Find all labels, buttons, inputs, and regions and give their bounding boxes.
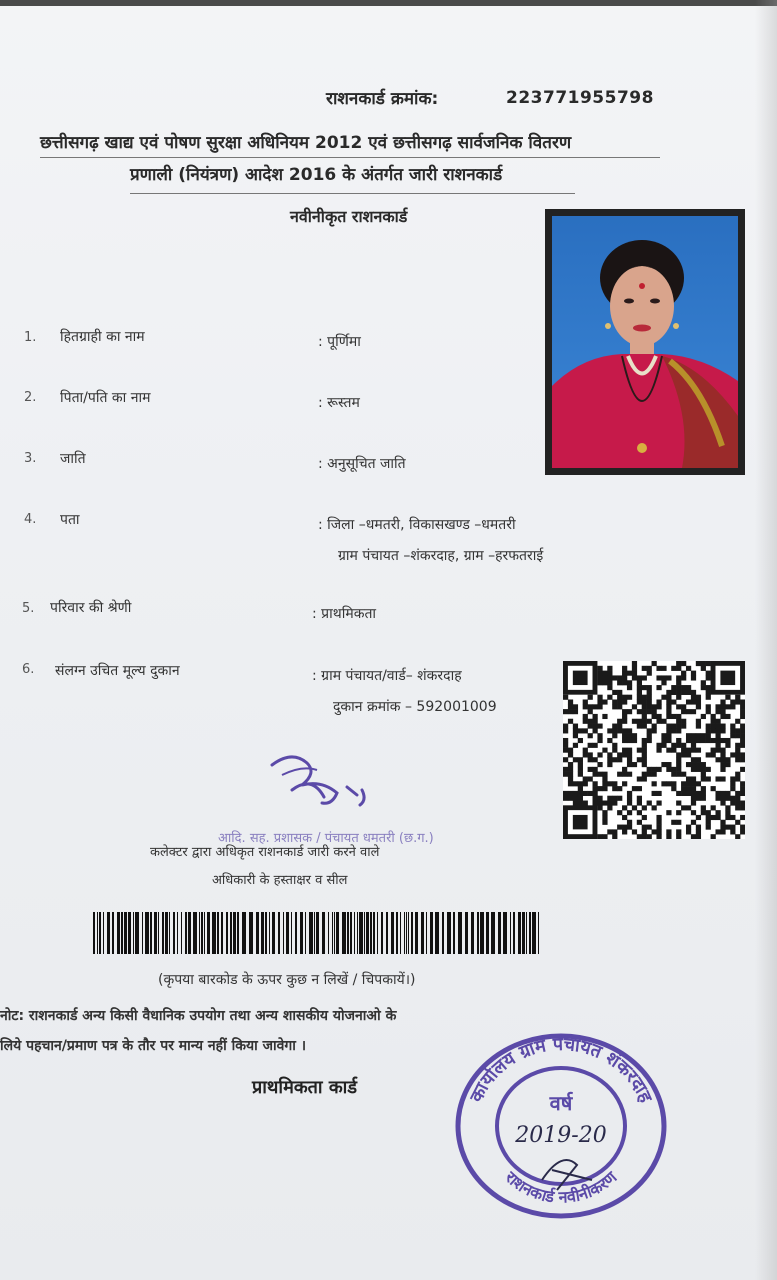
card-number: 223771955798	[506, 88, 654, 108]
field-value-beneficiary: : पूर्णिमा	[318, 334, 361, 350]
barcode-bar	[256, 912, 259, 954]
barcode-bar	[510, 912, 511, 954]
barcode-bar	[291, 912, 292, 954]
barcode-bar	[391, 912, 394, 954]
field-number-1: 1.	[24, 330, 37, 345]
barcode-bar	[230, 912, 232, 954]
barcode-bar	[226, 912, 228, 954]
barcode-bar	[526, 912, 527, 954]
barcode-bar	[305, 912, 306, 954]
barcode-bar	[212, 912, 216, 954]
field-value-caste: : अनुसूचित जाति	[318, 456, 406, 472]
field-value-address-line-1: : जिला –धमतरी, विकासखण्ड –धमतरी	[318, 517, 516, 533]
signature-caption-line-2: अधिकारी के हस्ताक्षर व सील	[212, 873, 348, 888]
barcode-bar	[359, 912, 363, 954]
qr-code-pattern	[563, 661, 745, 839]
barcode-bar	[350, 912, 352, 954]
barcode-bar	[249, 912, 253, 954]
barcode-bar	[442, 912, 444, 954]
barcode-bar	[491, 912, 495, 954]
barcode-bar	[272, 912, 275, 954]
officer-signature	[262, 745, 382, 825]
barcode-bar	[477, 912, 479, 954]
barcode-bar	[538, 912, 539, 954]
field-value-father-husband: : रूस्तम	[318, 395, 360, 411]
barcode-bar	[364, 912, 365, 954]
barcode-bar	[447, 912, 451, 954]
barcode-bar	[328, 912, 329, 954]
barcode-bar	[278, 912, 280, 954]
qr-finder-pattern	[720, 671, 735, 685]
barcode-bar	[480, 912, 484, 954]
barcode-bar	[486, 912, 489, 954]
barcode-bar	[426, 912, 427, 954]
barcode-bar	[373, 912, 375, 954]
barcode-bar	[435, 912, 439, 954]
note-line-1: नोट: राशनकार्ड अन्य किसी वैधानिक उपयोग तथा अन्य शासकीय योजनाओ के	[0, 1008, 397, 1024]
beneficiary-photo	[545, 209, 745, 475]
heading-underline-1	[40, 157, 660, 158]
card-barcode	[93, 912, 545, 954]
barcode-bar	[430, 912, 433, 954]
barcode-bar	[128, 912, 131, 954]
portrait-image	[552, 216, 738, 468]
qr-finder-pattern	[573, 671, 588, 685]
barcode-bar	[300, 912, 303, 954]
barcode-bar	[181, 912, 182, 954]
barcode-bar	[173, 912, 175, 954]
barcode-bar	[221, 912, 223, 954]
barcode-bar	[233, 912, 236, 954]
barcode-bar	[112, 912, 114, 954]
field-number-4: 4.	[24, 512, 37, 527]
barcode-bar	[135, 912, 139, 954]
barcode-bar	[503, 912, 507, 954]
barcode-bar	[366, 912, 369, 954]
barcode-bar	[261, 912, 264, 954]
signature-caption-line-1: कलेक्टर द्वारा अधिकृत राशनकार्ड जारी करने वाले	[150, 845, 380, 860]
barcode-bar	[107, 912, 110, 954]
barcode-bar	[142, 912, 143, 954]
barcode-note: (कृपया बारकोड के ऊपर कुछ न लिखें / चिपकायें।)	[158, 972, 416, 988]
barcode-bar	[177, 912, 178, 954]
barcode-bar	[93, 912, 95, 954]
barcode-bar	[169, 912, 170, 954]
barcode-bar	[145, 912, 149, 954]
barcode-bar	[347, 912, 349, 954]
field-value-family-category: : प्राथमिकता	[312, 606, 377, 622]
barcode-bar	[217, 912, 219, 954]
barcode-bar	[201, 912, 203, 954]
barcode-bar	[342, 912, 346, 954]
barcode-bar	[242, 912, 246, 954]
barcode-bar	[185, 912, 187, 954]
barcode-bar	[453, 912, 455, 954]
qr-code	[563, 661, 745, 839]
scan-top-edge	[0, 0, 777, 6]
field-label-father-husband: पिता/पति का नाम	[60, 390, 151, 406]
field-label-beneficiary: हितग्राही का नाम	[60, 329, 145, 345]
barcode-bar	[162, 912, 164, 954]
seal-top-text: कार्यालय ग्राम पंचायत शंकरदाह	[465, 1033, 657, 1106]
barcode-bar	[518, 912, 521, 954]
barcode-bar	[199, 912, 200, 954]
barcode-bar	[396, 912, 398, 954]
barcode-bar	[117, 912, 120, 954]
barcode-bar	[408, 912, 409, 954]
note-line-2: लिये पहचान/प्रमाण पत्र के तौर पर मान्य नहीं किया जावेगा ।	[0, 1038, 307, 1054]
card-type-label: प्राथमिकता कार्ड	[252, 1077, 357, 1098]
barcode-bar	[415, 912, 418, 954]
barcode-bar	[154, 912, 157, 954]
renewed-card-subheading: नवीनीकृत राशनकार्ड	[290, 207, 408, 226]
field-number-5: 5.	[22, 601, 35, 616]
barcode-bar	[103, 912, 104, 954]
barcode-bar	[334, 912, 335, 954]
heading-line-1: छत्तीसगढ़ खाद्य एवं पोषण सुरक्षा अधिनियम 2012 एवं छत्तीसगढ़ सार्वजनिक वितरण	[40, 133, 572, 153]
barcode-bar	[336, 912, 339, 954]
barcode-bar	[513, 912, 515, 954]
officer-rubber-stamp: आदि. सह. प्रशासक / पंचायत धमतरी (छ.ग.)	[218, 831, 434, 846]
seal-bottom-text: राशनकार्ड नवीनीकरण	[501, 1167, 621, 1207]
barcode-bar	[269, 912, 270, 954]
panchayat-seal	[452, 1030, 670, 1222]
barcode-bar	[124, 912, 127, 954]
heading-underline-2	[130, 193, 575, 194]
barcode-bar	[97, 912, 98, 954]
field-label-family-category: परिवार की श्रेणी	[50, 600, 132, 616]
barcode-bar	[465, 912, 468, 954]
barcode-bar	[283, 912, 284, 954]
heading-line-2: प्रणाली (नियंत्रण) आदेश 2016 के अंतर्गत जारी राशनकार्ड	[130, 165, 503, 185]
barcode-bar	[386, 912, 388, 954]
barcode-bar	[522, 912, 525, 954]
barcode-bar	[377, 912, 378, 954]
barcode-bar	[133, 912, 134, 954]
qr-finder-pattern	[573, 815, 588, 829]
seal-year-label: वर्ष	[549, 1091, 573, 1115]
barcode-bar	[188, 912, 191, 954]
barcode-bar	[99, 912, 101, 954]
barcode-bar	[322, 912, 325, 954]
barcode-bar	[471, 912, 474, 954]
field-number-3: 3.	[24, 451, 37, 466]
barcode-bar	[295, 912, 297, 954]
barcode-bar	[357, 912, 358, 954]
barcode-bar	[458, 912, 462, 954]
field-label-caste: जाति	[60, 451, 86, 467]
barcode-bar	[354, 912, 355, 954]
barcode-bar	[265, 912, 267, 954]
barcode-bar	[381, 912, 383, 954]
barcode-bar	[309, 912, 313, 954]
barcode-bar	[406, 912, 407, 954]
barcode-bar	[193, 912, 197, 954]
barcode-bar	[421, 912, 424, 954]
barcode-bar	[207, 912, 210, 954]
barcode-bar	[370, 912, 372, 954]
barcode-bar	[332, 912, 333, 954]
field-label-address: पता	[60, 512, 80, 528]
barcode-bar	[286, 912, 289, 954]
card-number-label: राशनकार्ड क्रमांक:	[326, 89, 439, 109]
scan-right-shadow	[755, 0, 777, 1280]
field-value-shop-line-2: दुकान क्रमांक – 592001009	[333, 699, 497, 715]
barcode-bar	[532, 912, 536, 954]
barcode-bar	[165, 912, 168, 954]
barcode-bar	[316, 912, 319, 954]
barcode-bar	[314, 912, 315, 954]
barcode-bar	[150, 912, 152, 954]
barcode-bar	[498, 912, 501, 954]
barcode-bar	[204, 912, 205, 954]
barcode-bar	[400, 912, 401, 954]
seal-year-value: 2019-20	[515, 1123, 607, 1148]
barcode-bar	[158, 912, 159, 954]
barcode-bar	[404, 912, 405, 954]
barcode-bar	[237, 912, 239, 954]
field-number-2: 2.	[24, 390, 37, 405]
field-value-address-line-2: ग्राम पंचायत –शंकरदाह, ग्राम –हरफतराई	[338, 548, 544, 564]
field-value-shop-line-1: : ग्राम पंचायत/वार्ड– शंकरदाह	[312, 668, 462, 684]
barcode-bar	[121, 912, 123, 954]
barcode-bar	[411, 912, 413, 954]
field-label-fair-price-shop: संलग्न उचित मूल्य दुकान	[55, 663, 180, 679]
barcode-bar	[529, 912, 531, 954]
field-number-6: 6.	[22, 662, 35, 677]
